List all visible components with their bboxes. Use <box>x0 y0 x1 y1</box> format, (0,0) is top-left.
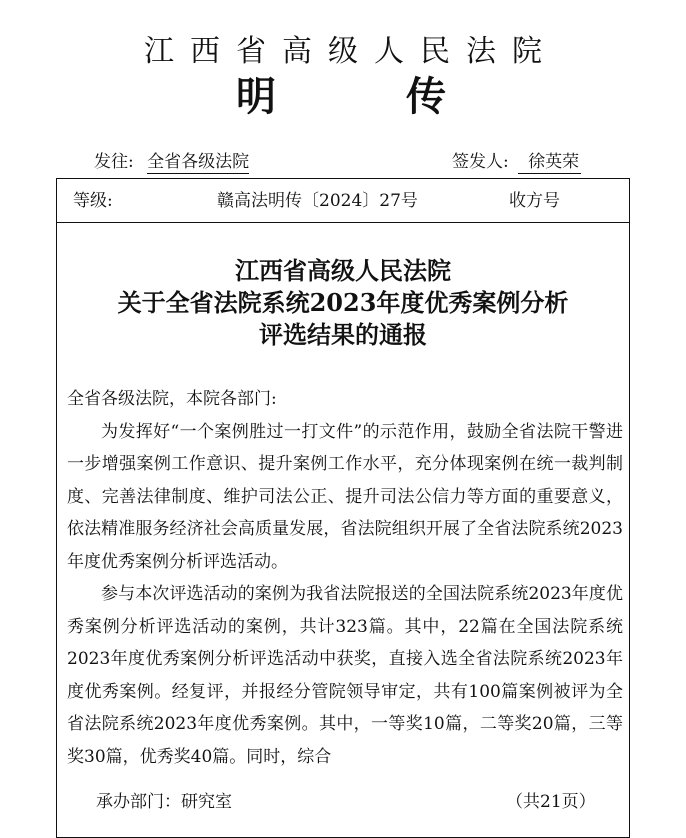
notice-body <box>67 383 623 773</box>
notice-title <box>57 255 629 351</box>
notice-title-line-3: 评选结果的通报 <box>259 320 427 349</box>
notice-title-line-1: 江西省高级人民法院 <box>235 256 451 285</box>
notice-title-line-2: 关于全省法院系统2023年度优秀案例分析 <box>117 288 569 317</box>
grade-row <box>57 179 629 223</box>
send-to <box>94 150 249 174</box>
page-count: （共21页） <box>506 792 596 812</box>
handling-department: 承办部门：研究室 <box>96 792 232 812</box>
receiver-number-label: 收方号 <box>509 191 560 211</box>
signer-label: 签发人: <box>452 152 509 172</box>
send-to-label: 发往: <box>94 152 134 172</box>
document-frame <box>56 178 630 838</box>
body-paragraph-2: 参与本次评选活动的案例为我省法院报送的全国法院系统2023年度优秀案例分析评选活动的案例，共计323篇。其中，22篇在全国法院系统2023年度优秀案例分析评选活动中获奖，直接入选全省法院系统2023年度优秀案例。经复评，并报经分管院领导审定，共有100篇案例被评为全省法院系统2023年度优秀案例。其中，一等奖10篇，二等奖20篇，三等奖30篇，优秀奖40篇。同时，综合 <box>67 584 623 767</box>
body-paragraph-1: 为发挥好“一个案例胜过一打文件”的示范作用，鼓励全省法院干警进一步增强案例工作意识、提升案例工作水平，充分体现案例在统一裁判制度、完善法律制度、维护司法公正、提升司法公信力等方面的重要意义，依法精准服务经济社会高质量发展，省法院组织开展了全省法院系统2023年度优秀案例分析评选活动。 <box>67 421 623 572</box>
salutation: 全省各级法院，本院各部门: <box>67 389 277 409</box>
document-number: 赣高法明传〔2024〕27号 <box>217 191 418 211</box>
court-name: 江西省高级人民法院 <box>144 34 558 69</box>
send-to-value: 全省各级法院 <box>147 152 250 172</box>
doc-type-char-1: 明 <box>236 74 276 120</box>
signer <box>452 150 581 174</box>
signer-value: 徐英荣 <box>518 152 581 174</box>
doc-type-char-2: 传 <box>406 74 446 120</box>
grade-label: 等级: <box>73 191 113 211</box>
